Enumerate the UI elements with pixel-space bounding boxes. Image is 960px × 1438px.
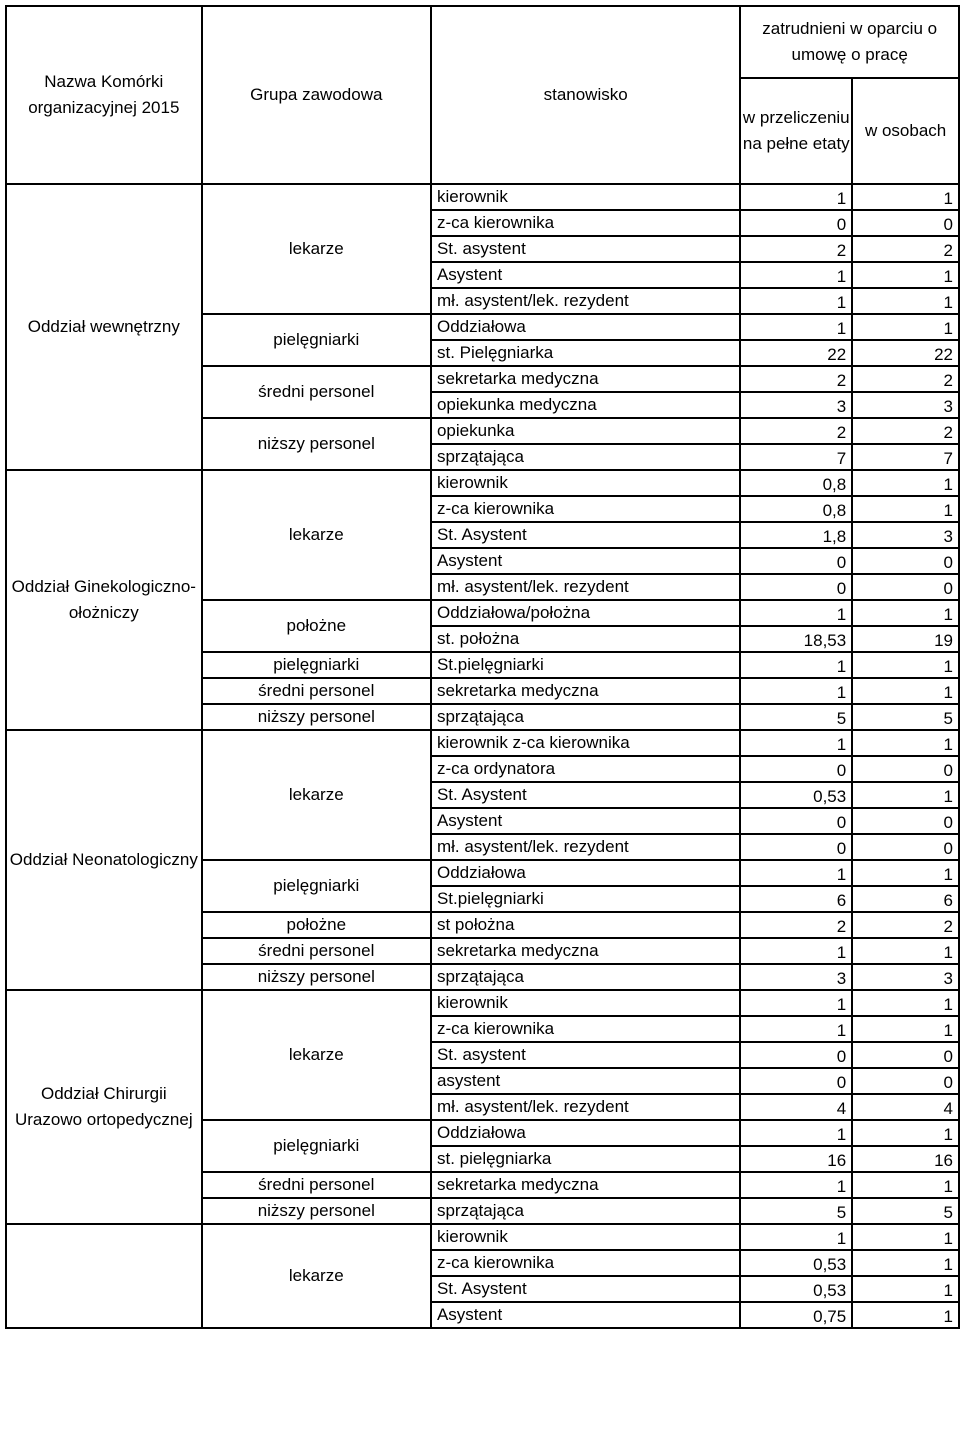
persons-value: 1	[852, 652, 959, 678]
persons-value: 3	[852, 964, 959, 990]
position-name: St. Asystent	[431, 782, 740, 808]
department-name: Oddział Ginekologiczno-ołożniczy	[6, 470, 202, 730]
position-name: kierownik	[431, 990, 740, 1016]
persons-value: 16	[852, 1146, 959, 1172]
fte-value: 1	[740, 1016, 852, 1042]
staffing-table	[5, 5, 960, 1329]
fte-value: 4	[740, 1094, 852, 1120]
persons-value: 5	[852, 1198, 959, 1224]
persons-value: 2	[852, 912, 959, 938]
fte-value: 1	[740, 938, 852, 964]
position-name: mł. asystent/lek. rezydent	[431, 834, 740, 860]
fte-value: 1	[740, 262, 852, 288]
persons-value: 1	[852, 1250, 959, 1276]
position-name: Oddziałowa	[431, 1120, 740, 1146]
position-name: sekretarka medyczna	[431, 938, 740, 964]
professional-group: średni personel	[202, 678, 431, 704]
fte-value: 2	[740, 236, 852, 262]
position-name: st. pielęgniarka	[431, 1146, 740, 1172]
fte-value: 1	[740, 288, 852, 314]
professional-group: niższy personel	[202, 1198, 431, 1224]
fte-value: 0,75	[740, 1302, 852, 1328]
position-name: Asystent	[431, 548, 740, 574]
professional-group: średni personel	[202, 1172, 431, 1198]
persons-value: 1	[852, 782, 959, 808]
header-group: Grupa zawodowa	[202, 6, 431, 184]
persons-value: 1	[852, 678, 959, 704]
position-name: St.pielęgniarki	[431, 652, 740, 678]
persons-value: 5	[852, 704, 959, 730]
position-name: st położna	[431, 912, 740, 938]
persons-value: 19	[852, 626, 959, 652]
position-name: Oddziałowa	[431, 314, 740, 340]
position-name: sprzątająca	[431, 1198, 740, 1224]
persons-value: 1	[852, 314, 959, 340]
fte-value: 0	[740, 1042, 852, 1068]
professional-group: średni personel	[202, 366, 431, 418]
department-name: Oddział Chirurgii Urazowo ortopedycznej	[6, 990, 202, 1224]
persons-value: 0	[852, 574, 959, 600]
position-name: sekretarka medyczna	[431, 1172, 740, 1198]
fte-value: 1	[740, 730, 852, 756]
fte-value: 0	[740, 210, 852, 236]
fte-value: 1	[740, 990, 852, 1016]
persons-value: 1	[852, 1172, 959, 1198]
persons-value: 1	[852, 470, 959, 496]
professional-group: lekarze	[202, 1224, 431, 1328]
position-name: St. Asystent	[431, 522, 740, 548]
position-name: z-ca kierownika	[431, 210, 740, 236]
persons-value: 2	[852, 418, 959, 444]
persons-value: 4	[852, 1094, 959, 1120]
persons-value: 0	[852, 808, 959, 834]
position-name: z-ca kierownika	[431, 496, 740, 522]
persons-value: 1	[852, 860, 959, 886]
position-name: St. Asystent	[431, 1276, 740, 1302]
fte-value: 0	[740, 548, 852, 574]
professional-group: lekarze	[202, 184, 431, 314]
fte-value: 0	[740, 1068, 852, 1094]
position-name: z-ca kierownika	[431, 1250, 740, 1276]
position-name: st. Pielęgniarka	[431, 340, 740, 366]
table-row	[6, 184, 959, 210]
position-name: St. asystent	[431, 1042, 740, 1068]
fte-value: 1	[740, 860, 852, 886]
professional-group: niższy personel	[202, 964, 431, 990]
position-name: Oddziałowa/położna	[431, 600, 740, 626]
persons-value: 1	[852, 990, 959, 1016]
position-name: Asystent	[431, 808, 740, 834]
persons-value: 1	[852, 184, 959, 210]
position-name: kierownik	[431, 1224, 740, 1250]
staffing-sheet	[5, 5, 960, 1329]
fte-value: 1	[740, 1120, 852, 1146]
position-name: mł. asystent/lek. rezydent	[431, 1094, 740, 1120]
table-row	[6, 990, 959, 1016]
position-name: z-ca kierownika	[431, 1016, 740, 1042]
fte-value: 1	[740, 678, 852, 704]
fte-value: 16	[740, 1146, 852, 1172]
persons-value: 0	[852, 1068, 959, 1094]
position-name: mł. asystent/lek. rezydent	[431, 574, 740, 600]
fte-value: 0	[740, 756, 852, 782]
table-row	[6, 730, 959, 756]
persons-value: 1	[852, 288, 959, 314]
position-name: sprzątająca	[431, 964, 740, 990]
persons-value: 1	[852, 1276, 959, 1302]
header-employed: zatrudnieni w oparciu o umowę o pracę	[740, 6, 959, 78]
position-name: sprzątająca	[431, 704, 740, 730]
professional-group: niższy personel	[202, 704, 431, 730]
fte-value: 22	[740, 340, 852, 366]
header-fte: w przeliczeniu na pełne etaty	[740, 78, 852, 184]
persons-value: 0	[852, 834, 959, 860]
fte-value: 0,53	[740, 1276, 852, 1302]
professional-group: średni personel	[202, 938, 431, 964]
position-name: sekretarka medyczna	[431, 678, 740, 704]
fte-value: 2	[740, 418, 852, 444]
professional-group: pielęgniarki	[202, 1120, 431, 1172]
position-name: opiekunka medyczna	[431, 392, 740, 418]
position-name: z-ca ordynatora	[431, 756, 740, 782]
fte-value: 5	[740, 704, 852, 730]
fte-value: 1	[740, 184, 852, 210]
persons-value: 0	[852, 210, 959, 236]
fte-value: 3	[740, 392, 852, 418]
professional-group: lekarze	[202, 730, 431, 860]
fte-value: 6	[740, 886, 852, 912]
fte-value: 3	[740, 964, 852, 990]
position-name: sprzątająca	[431, 444, 740, 470]
persons-value: 1	[852, 938, 959, 964]
fte-value: 2	[740, 912, 852, 938]
professional-group: pielęgniarki	[202, 314, 431, 366]
persons-value: 1	[852, 262, 959, 288]
fte-value: 5	[740, 1198, 852, 1224]
fte-value: 0	[740, 834, 852, 860]
persons-value: 1	[852, 730, 959, 756]
fte-value: 1	[740, 652, 852, 678]
persons-value: 22	[852, 340, 959, 366]
fte-value: 1	[740, 1172, 852, 1198]
fte-value: 0,8	[740, 496, 852, 522]
position-name: st. położna	[431, 626, 740, 652]
persons-value: 1	[852, 1120, 959, 1146]
position-name: Asystent	[431, 1302, 740, 1328]
department-name: Oddział Neonatologiczny	[6, 730, 202, 990]
table-row	[6, 470, 959, 496]
fte-value: 0,53	[740, 1250, 852, 1276]
header-department: Nazwa Komórki organizacyjnej 2015	[6, 6, 202, 184]
persons-value: 1	[852, 1016, 959, 1042]
fte-value: 7	[740, 444, 852, 470]
professional-group: pielęgniarki	[202, 860, 431, 912]
persons-value: 0	[852, 548, 959, 574]
fte-value: 1,8	[740, 522, 852, 548]
persons-value: 1	[852, 1224, 959, 1250]
fte-value: 1	[740, 600, 852, 626]
department-name	[6, 1224, 202, 1328]
position-name: St.pielęgniarki	[431, 886, 740, 912]
position-name: opiekunka	[431, 418, 740, 444]
department-name: Oddział wewnętrzny	[6, 184, 202, 470]
fte-value: 2	[740, 366, 852, 392]
persons-value: 0	[852, 756, 959, 782]
professional-group: pielęgniarki	[202, 652, 431, 678]
persons-value: 6	[852, 886, 959, 912]
fte-value: 1	[740, 1224, 852, 1250]
fte-value: 0	[740, 574, 852, 600]
persons-value: 7	[852, 444, 959, 470]
fte-value: 0	[740, 808, 852, 834]
persons-value: 3	[852, 392, 959, 418]
fte-value: 0,8	[740, 470, 852, 496]
position-name: Asystent	[431, 262, 740, 288]
header-position: stanowisko	[431, 6, 740, 184]
fte-value: 0,53	[740, 782, 852, 808]
header-persons: w osobach	[852, 78, 959, 184]
professional-group: lekarze	[202, 990, 431, 1120]
persons-value: 3	[852, 522, 959, 548]
position-name: Oddziałowa	[431, 860, 740, 886]
persons-value: 0	[852, 1042, 959, 1068]
professional-group: położne	[202, 600, 431, 652]
professional-group: lekarze	[202, 470, 431, 600]
professional-group: niższy personel	[202, 418, 431, 470]
persons-value: 2	[852, 366, 959, 392]
persons-value: 2	[852, 236, 959, 262]
position-name: kierownik z-ca kierownika	[431, 730, 740, 756]
position-name: St. asystent	[431, 236, 740, 262]
table-row	[6, 1224, 959, 1250]
persons-value: 1	[852, 496, 959, 522]
persons-value: 1	[852, 600, 959, 626]
position-name: kierownik	[431, 470, 740, 496]
fte-value: 18,53	[740, 626, 852, 652]
position-name: kierownik	[431, 184, 740, 210]
position-name: asystent	[431, 1068, 740, 1094]
professional-group: położne	[202, 912, 431, 938]
position-name: sekretarka medyczna	[431, 366, 740, 392]
persons-value: 1	[852, 1302, 959, 1328]
header-row-top	[6, 6, 959, 78]
fte-value: 1	[740, 314, 852, 340]
position-name: mł. asystent/lek. rezydent	[431, 288, 740, 314]
